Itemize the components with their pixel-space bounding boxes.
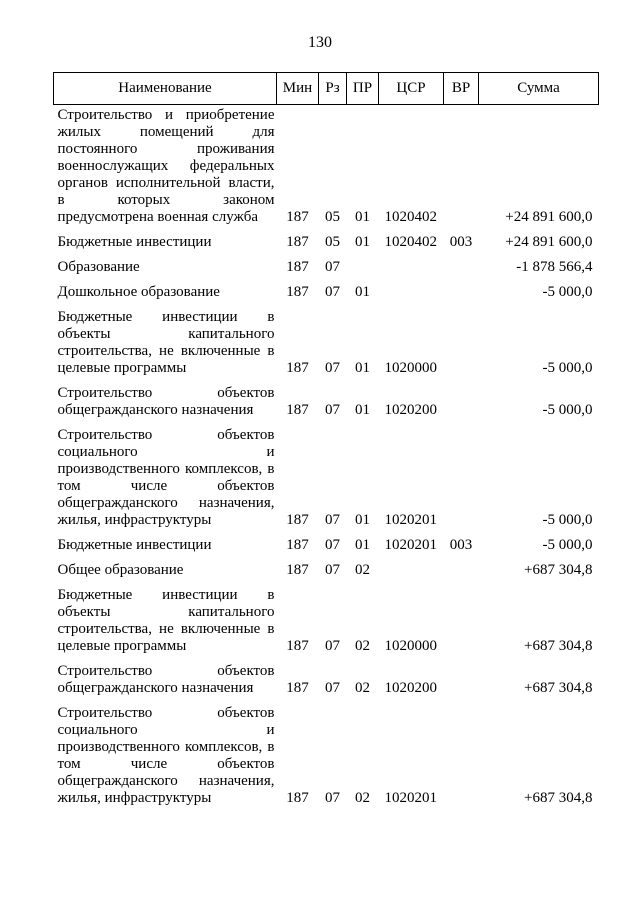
row-csr: 1020200 bbox=[384, 680, 437, 696]
row-pr: 02 bbox=[355, 790, 370, 806]
row-rz: 07 bbox=[325, 537, 340, 553]
table-row bbox=[54, 579, 599, 655]
row-sum: -5 000,0 bbox=[542, 360, 593, 376]
row-pr: 01 bbox=[355, 234, 370, 250]
row-sum: +687 304,8 bbox=[524, 790, 593, 806]
row-name: Бюджетные инвестиции bbox=[57, 537, 212, 553]
table-row bbox=[54, 377, 599, 419]
row-min: 187 bbox=[286, 360, 309, 376]
header-csr: ЦСР bbox=[379, 73, 444, 105]
row-rz: 07 bbox=[325, 562, 340, 578]
row-min: 187 bbox=[286, 402, 309, 418]
row-name: Строительство объектов общегражданского назначения bbox=[57, 385, 275, 418]
page-number: 130 bbox=[308, 34, 332, 51]
row-sum: -5 000,0 bbox=[542, 284, 593, 300]
row-vr bbox=[444, 105, 479, 227]
row-pr bbox=[347, 251, 379, 276]
row-csr bbox=[379, 554, 444, 579]
row-csr: 1020402 bbox=[384, 234, 437, 250]
header-vr: ВР bbox=[444, 73, 479, 105]
table-row bbox=[54, 105, 599, 227]
header-name: Наименование bbox=[54, 73, 277, 105]
row-csr: 1020000 bbox=[384, 360, 437, 376]
row-vr: 003 bbox=[449, 234, 473, 250]
table-header bbox=[54, 73, 599, 105]
row-pr: 02 bbox=[355, 680, 370, 696]
header-sum: Сумма bbox=[479, 73, 599, 105]
row-rz: 07 bbox=[325, 638, 340, 654]
row-min: 187 bbox=[286, 562, 309, 578]
header-rz: Рз bbox=[319, 73, 347, 105]
row-sum: +24 891 600,0 bbox=[505, 234, 593, 250]
table-row bbox=[54, 529, 599, 554]
row-rz: 07 bbox=[325, 680, 340, 696]
budget-table bbox=[53, 72, 599, 807]
table-row bbox=[54, 226, 599, 251]
table-row bbox=[54, 251, 599, 276]
row-vr bbox=[444, 301, 479, 377]
row-min: 187 bbox=[286, 790, 309, 806]
row-csr bbox=[379, 251, 444, 276]
row-csr: 1020201 bbox=[384, 537, 437, 553]
row-sum: -5 000,0 bbox=[542, 537, 593, 553]
row-csr: 1020200 bbox=[384, 402, 437, 418]
row-rz: 07 bbox=[325, 360, 340, 376]
row-vr bbox=[444, 276, 479, 301]
row-sum: -1 878 566,4 bbox=[516, 259, 593, 275]
row-csr: 1020402 bbox=[384, 209, 437, 225]
row-pr: 01 bbox=[355, 402, 370, 418]
table-row bbox=[54, 697, 599, 807]
row-rz: 07 bbox=[325, 284, 340, 300]
row-rz: 07 bbox=[325, 512, 340, 528]
row-vr bbox=[444, 579, 479, 655]
row-pr: 01 bbox=[355, 284, 370, 300]
row-rz: 05 bbox=[325, 209, 340, 225]
row-min: 187 bbox=[286, 680, 309, 696]
row-rz: 07 bbox=[325, 259, 340, 275]
row-min: 187 bbox=[286, 537, 309, 553]
row-pr: 01 bbox=[355, 360, 370, 376]
row-name: Строительство объектов социального и производственного комплексов, в том числе объектов общегражданского назначения, жилья, инфраструктуры bbox=[57, 427, 275, 528]
row-pr: 01 bbox=[355, 209, 370, 225]
row-min: 187 bbox=[286, 259, 309, 275]
row-vr bbox=[444, 377, 479, 419]
row-min: 187 bbox=[286, 209, 309, 225]
row-sum: -5 000,0 bbox=[542, 402, 593, 418]
table-row bbox=[54, 276, 599, 301]
row-name: Строительство и приобретение жилых помещений для постоянного проживания военнослужащих федеральных органов исполнительной власти, в которых законом предусмотрена военная служба bbox=[57, 107, 275, 225]
row-sum: +687 304,8 bbox=[524, 680, 593, 696]
row-rz: 05 bbox=[325, 234, 340, 250]
row-sum: +687 304,8 bbox=[524, 638, 593, 654]
row-csr: 1020201 bbox=[384, 790, 437, 806]
table-row bbox=[54, 419, 599, 529]
row-rz: 07 bbox=[325, 790, 340, 806]
row-sum: +24 891 600,0 bbox=[505, 209, 593, 225]
table-body bbox=[54, 105, 599, 808]
row-pr: 01 bbox=[355, 512, 370, 528]
row-name: Общее образование bbox=[57, 562, 184, 578]
row-sum: +687 304,8 bbox=[524, 562, 593, 578]
table-row bbox=[54, 655, 599, 697]
row-sum: -5 000,0 bbox=[542, 512, 593, 528]
table-row bbox=[54, 301, 599, 377]
row-name: Дошкольное образование bbox=[57, 284, 220, 300]
row-vr: 003 bbox=[449, 537, 473, 553]
row-name: Строительство объектов общегражданского назначения bbox=[57, 663, 275, 696]
row-pr: 02 bbox=[355, 638, 370, 654]
row-name: Строительство объектов социального и производственного комплексов, в том числе объектов общегражданского назначения, жилья, инфраструктуры bbox=[57, 705, 275, 806]
row-vr bbox=[444, 419, 479, 529]
row-vr bbox=[444, 251, 479, 276]
row-csr bbox=[379, 276, 444, 301]
header-min: Мин bbox=[277, 73, 319, 105]
row-name: Бюджетные инвестиции bbox=[57, 234, 212, 250]
header-pr: ПР bbox=[347, 73, 379, 105]
row-name: Образование bbox=[57, 259, 140, 275]
row-pr: 01 bbox=[355, 537, 370, 553]
row-pr: 02 bbox=[355, 562, 370, 578]
row-vr bbox=[444, 554, 479, 579]
row-vr bbox=[444, 697, 479, 807]
row-min: 187 bbox=[286, 284, 309, 300]
row-min: 187 bbox=[286, 234, 309, 250]
table-row bbox=[54, 554, 599, 579]
row-vr bbox=[444, 655, 479, 697]
row-min: 187 bbox=[286, 512, 309, 528]
row-name: Бюджетные инвестиции в объекты капитального строительства, не включенные в целевые программы bbox=[57, 587, 275, 654]
row-csr: 1020201 bbox=[384, 512, 437, 528]
row-rz: 07 bbox=[325, 402, 340, 418]
row-min: 187 bbox=[286, 638, 309, 654]
row-name: Бюджетные инвестиции в объекты капитального строительства, не включенные в целевые программы bbox=[57, 309, 275, 376]
row-csr: 1020000 bbox=[384, 638, 437, 654]
